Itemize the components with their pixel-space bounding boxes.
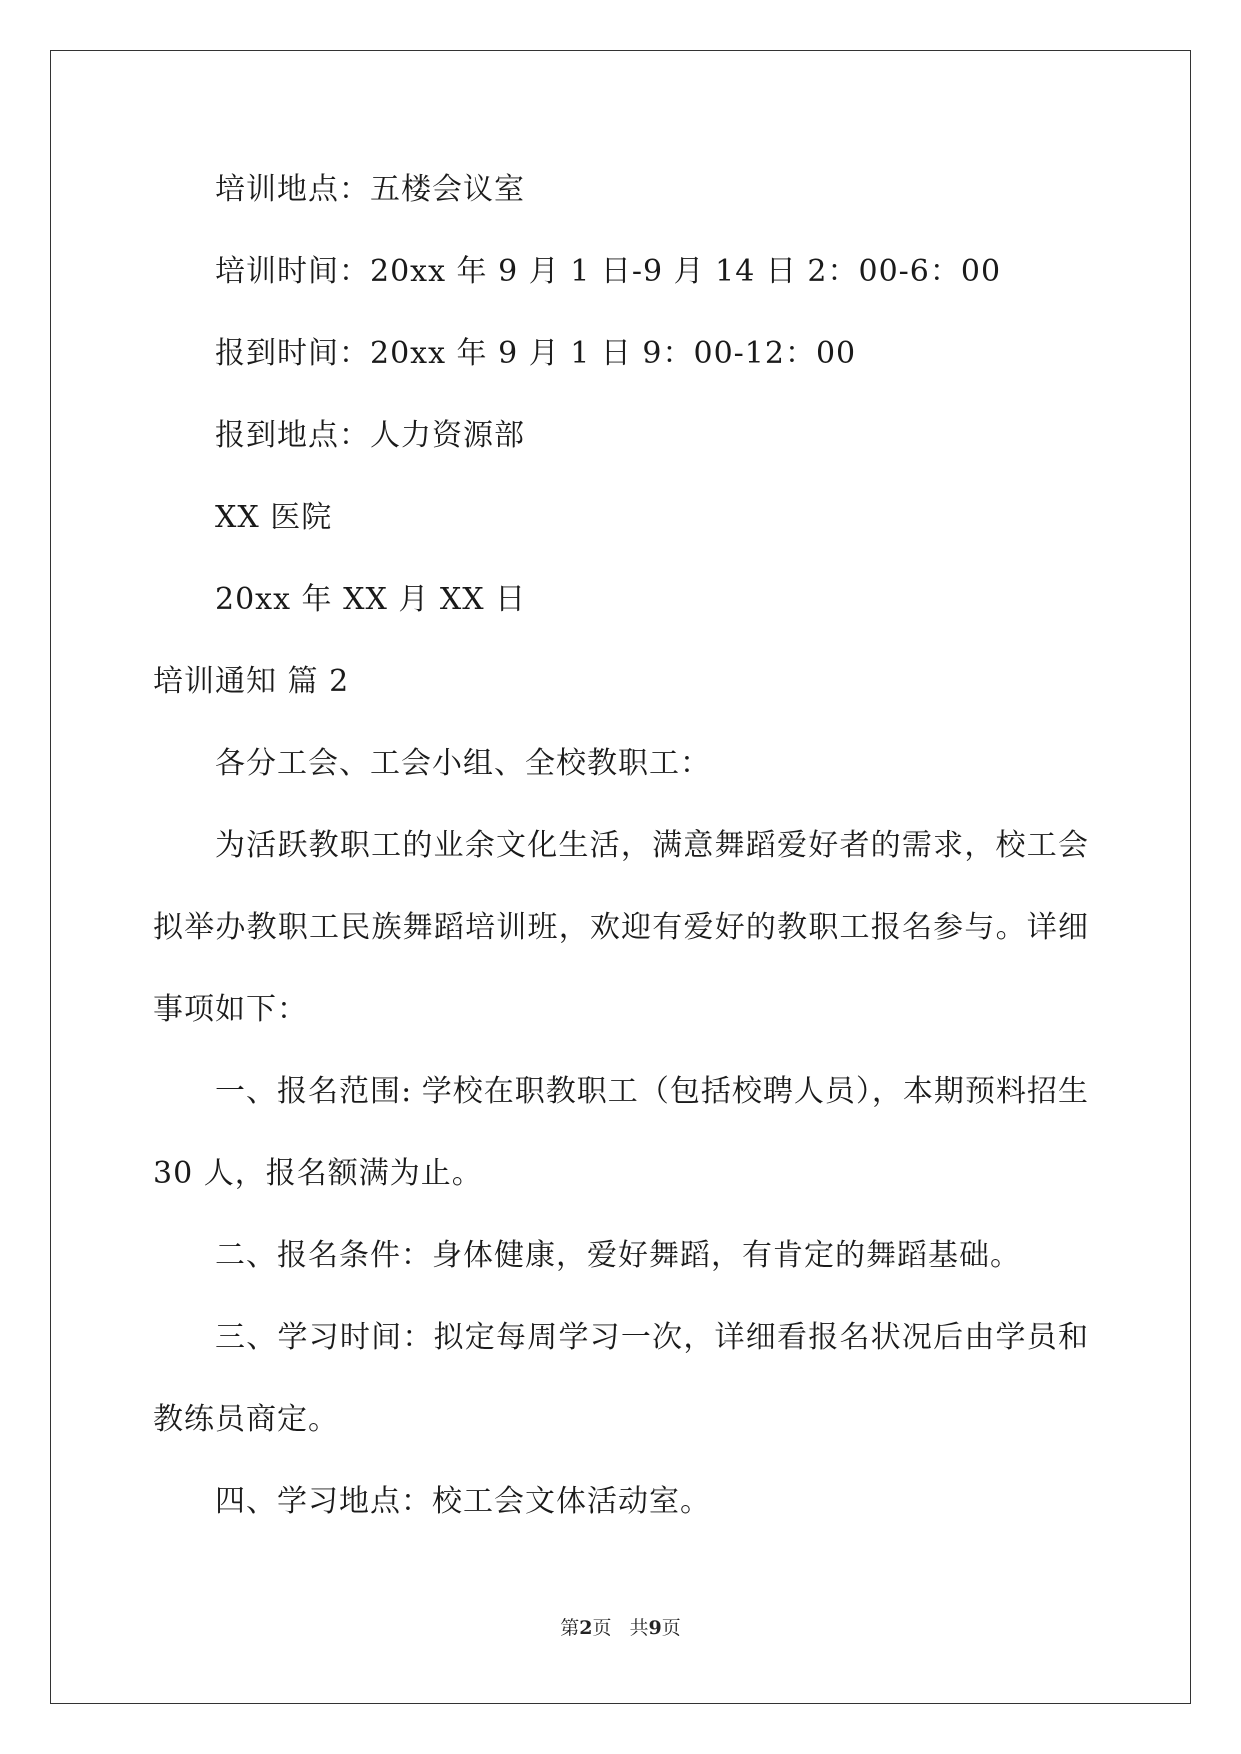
salutation: 各分工会、工会小组、全校教职工： xyxy=(215,746,711,781)
item-2: 二、报名条件：身体健康，爱好舞蹈，有肯定的舞蹈基础。 xyxy=(215,1238,1021,1273)
page-border xyxy=(50,50,1191,1704)
checkin-location: 报到地点：人力资源部 xyxy=(215,418,525,453)
body-paragraph-1-line-3: 事项如下： xyxy=(153,992,308,1027)
issuer-name: XX 医院 xyxy=(215,500,333,535)
training-location: 培训地点：五楼会议室 xyxy=(215,172,525,207)
item-1-line-1: 一、报名范围: 学校在职教职工（包括校聘人员），本期预料招生 xyxy=(215,1074,1088,1109)
issue-date: 20xx 年 XX 月 XX 日 xyxy=(215,582,527,617)
body-paragraph-1-line-2: 拟举办教职工民族舞蹈培训班，欢迎有爱好的教职工报名参与。详细 xyxy=(153,910,1088,945)
item-3-line-2: 教练员商定。 xyxy=(153,1402,339,1437)
body-paragraph-1-line-1: 为活跃教职工的业余文化生活，满意舞蹈爱好者的需求，校工会 xyxy=(215,828,1088,863)
item-1-line-2: 30 人，报名额满为止。 xyxy=(153,1156,483,1191)
footer-total-suffix: 页 xyxy=(661,1617,681,1639)
page-footer xyxy=(0,1616,1241,1640)
footer-page-number: 2 xyxy=(579,1617,593,1639)
section-heading: 培训通知 篇 2 xyxy=(153,664,350,699)
checkin-time: 报到时间：20xx 年 9 月 1 日 9：00-12：00 xyxy=(215,336,857,371)
footer-total-prefix: 共 xyxy=(629,1617,649,1639)
footer-prefix: 第 xyxy=(560,1617,580,1639)
item-3-line-1: 三、学习时间：拟定每周学习一次，详细看报名状况后由学员和 xyxy=(215,1320,1088,1355)
training-time: 培训时间：20xx 年 9 月 1 日-9 月 14 日 2：00-6：00 xyxy=(215,254,1002,289)
footer-total-pages: 9 xyxy=(648,1617,662,1639)
item-4: 四、学习地点：校工会文体活动室。 xyxy=(215,1484,711,1519)
footer-page-suffix: 页 xyxy=(592,1617,612,1639)
